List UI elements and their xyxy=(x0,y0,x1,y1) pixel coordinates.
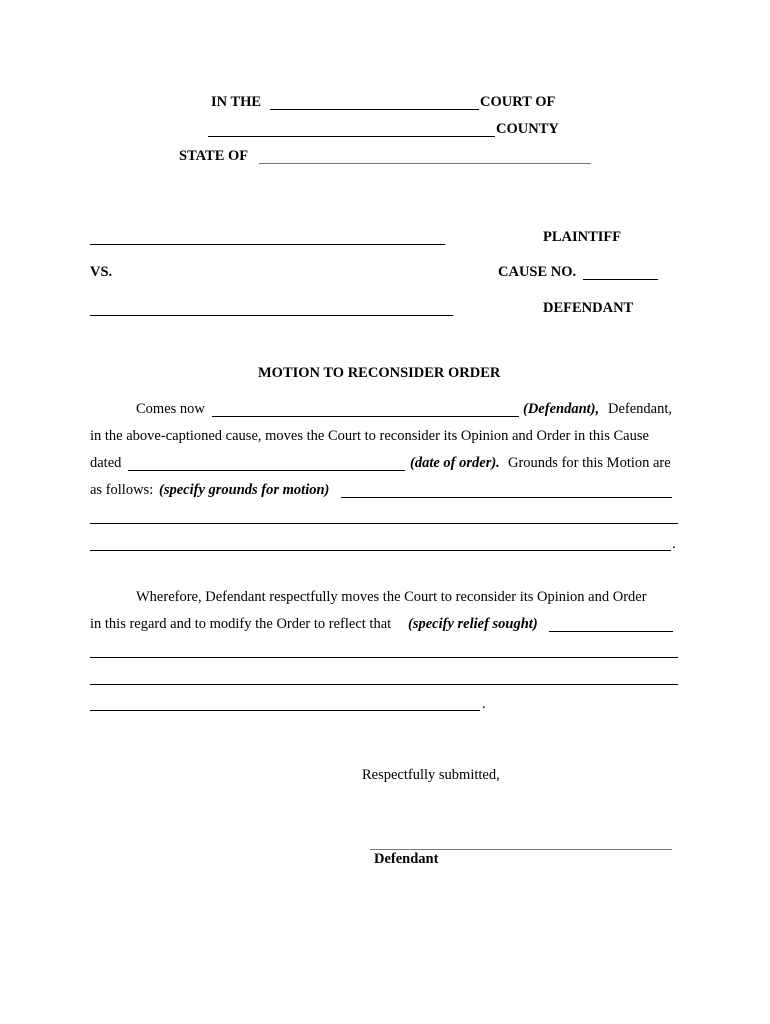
relief-blank-1[interactable] xyxy=(549,631,673,632)
in-the-label: IN THE xyxy=(211,94,262,110)
paragraph1-line2: in the above-captioned cause, moves the Court to reconsider its Opinion and Order in this Cause xyxy=(90,428,649,444)
grounds-period: . xyxy=(672,536,676,552)
relief-blank-2[interactable] xyxy=(90,657,678,658)
county-name-field[interactable] xyxy=(208,136,495,137)
cause-no-field[interactable] xyxy=(583,279,658,280)
defendant-label: DEFENDANT xyxy=(543,300,634,316)
comes-now-text: Comes now xyxy=(136,401,205,417)
county-label: COUNTY xyxy=(496,121,559,137)
defendant-name-blank[interactable] xyxy=(212,416,519,417)
paragraph2-line2: in this regard and to modify the Order to reflect that xyxy=(90,616,392,632)
signature-defendant-label: Defendant xyxy=(374,851,439,867)
defendant-word-text: Defendant, xyxy=(608,401,673,417)
page-title: MOTION TO RECONSIDER ORDER xyxy=(258,365,501,381)
grounds-blank-2[interactable] xyxy=(90,523,678,524)
specify-relief-text: (specify relief sought) xyxy=(408,616,538,632)
relief-blank-3[interactable] xyxy=(90,684,678,685)
court-of-label: COURT OF xyxy=(480,94,556,110)
state-name-field[interactable] xyxy=(259,163,591,164)
versus-label: VS. xyxy=(90,264,113,280)
court-name-field[interactable] xyxy=(270,109,479,110)
dated-text: dated xyxy=(90,455,122,471)
grounds-blank-1[interactable] xyxy=(341,497,672,498)
defendant-paren-text: (Defendant), xyxy=(523,401,600,417)
paragraph2-line1: Wherefore, Defendant respectfully moves the Court to reconsider its Opinion and Order xyxy=(136,589,647,605)
grounds-blank-3[interactable] xyxy=(90,550,671,551)
plaintiff-name-field[interactable] xyxy=(90,244,445,245)
state-of-label: STATE OF xyxy=(179,148,249,164)
relief-blank-4[interactable] xyxy=(90,710,480,711)
grounds-text: Grounds for this Motion are xyxy=(508,455,671,471)
respectfully-submitted-text: Respectfully submitted, xyxy=(362,767,500,783)
signature-line[interactable] xyxy=(370,849,672,850)
date-of-order-blank[interactable] xyxy=(128,470,405,471)
as-follows-text: as follows: xyxy=(90,482,154,498)
relief-period: . xyxy=(482,696,486,712)
specify-grounds-text: (specify grounds for motion) xyxy=(159,482,330,498)
cause-no-label: CAUSE NO. xyxy=(498,264,577,280)
plaintiff-label: PLAINTIFF xyxy=(543,229,622,245)
date-of-order-text: (date of order). xyxy=(410,455,500,471)
defendant-name-field[interactable] xyxy=(90,315,453,316)
